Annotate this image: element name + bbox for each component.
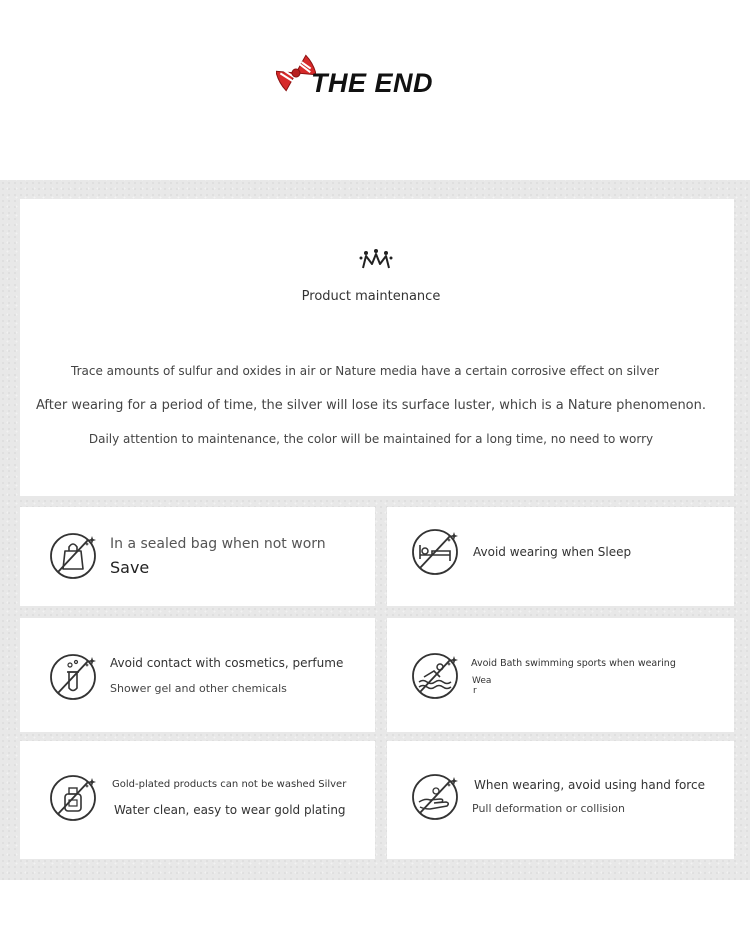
no-sleep-icon bbox=[410, 527, 460, 577]
no-cosmetics-icon bbox=[48, 652, 98, 702]
card-text: Avoid Bath swimming sports when wearing bbox=[471, 658, 676, 669]
no-swimming-icon bbox=[410, 651, 460, 701]
bow-icon bbox=[276, 52, 316, 94]
no-washing-icon bbox=[48, 773, 98, 823]
card-text: Save bbox=[110, 558, 150, 577]
card-text: When wearing, avoid using hand force bbox=[474, 778, 705, 792]
card-text: In a sealed bag when not worn bbox=[110, 536, 326, 552]
card-text: Avoid contact with cosmetics, perfume bbox=[110, 656, 344, 670]
sealed-bag-icon bbox=[48, 531, 98, 581]
card-text: Shower gel and other chemicals bbox=[110, 682, 287, 695]
page-title: THE END bbox=[311, 68, 434, 98]
maintenance-line: Daily attention to maintenance, the color will be maintained for a long time, no need to worry bbox=[88, 432, 654, 446]
header bbox=[0, 0, 750, 180]
no-force-icon bbox=[410, 772, 460, 822]
maintenance-panel bbox=[20, 199, 734, 496]
maintenance-line: After wearing for a period of time, the silver will lose its surface luster, which is a Nature phenomenon. bbox=[35, 398, 707, 413]
card-text: Pull deformation or collision bbox=[472, 802, 625, 815]
maintenance-line: Trace amounts of sulfur and oxides in air or Nature media have a certain corrosive effect on silver bbox=[71, 364, 659, 378]
card-text: Avoid wearing when Sleep bbox=[473, 545, 632, 559]
card-text: Wea bbox=[472, 676, 492, 686]
card-text: Water clean, easy to wear gold plating bbox=[114, 803, 346, 817]
card-text: Gold-plated products can not be washed Silver bbox=[112, 779, 347, 790]
maintenance-title: Product maintenance bbox=[301, 289, 441, 304]
crown-icon bbox=[359, 246, 393, 274]
card-text: r bbox=[473, 686, 477, 696]
